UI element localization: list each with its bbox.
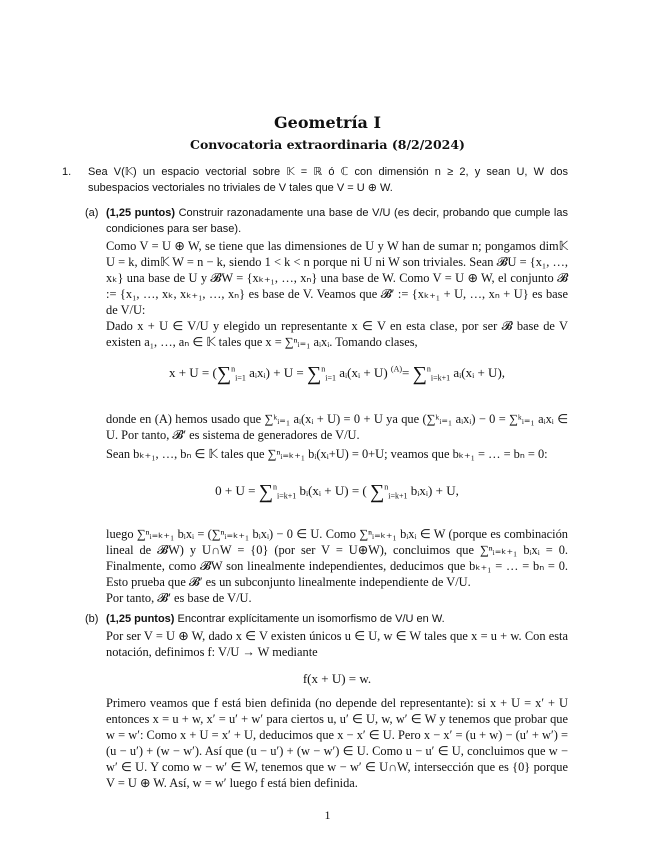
part-a-points: (1,25 puntos) — [106, 207, 175, 219]
eq1-mid2: aᵢ(xᵢ + U) — [339, 365, 388, 380]
page-number: 1 — [324, 808, 331, 822]
eq1-label: (A) — [390, 364, 403, 374]
problem-statement: Sea V(𝕂) un espacio vectorial sobre 𝕂 = ℝ ó ℂ con dimensión n ≥ 2, y sean U, W dos subespacios vectoriales no triviales de V tales que V = U ⊕ W. — [88, 166, 568, 194]
part-b-paragraph-2: Primero veamos que f está bien definida (no depende del representante): si x + U = x′ + U entonces x = u + w, x′ = u′ + w′ para ciertos u, u′ ∈ U, w, w′ ∈ W y tenemos que probar que w = w′: Como x + U = x′ + U, deducimos que x − x′ ∈ U. Pero x − x′ = (u + w) − (u′ + w′) = (u − u′) + (w − w′). Así que (u − u′) + (w − w′) ∈ U. Como u − u′ ∈ U, concluimos que w − w′ ∈ U. Y como w − w′ ∈ W, tenemos que w − w′ ∈ U∩W, intersección que es {0} porque V = U ⊕ W. Así, w = w′ luego f está bien definida. — [106, 696, 568, 790]
eq2-sum1-top: n — [272, 482, 277, 492]
part-b-heading — [106, 611, 568, 627]
eq2-rhs: bᵢxᵢ) + U, — [410, 483, 459, 498]
sum-symbol: ∑ — [370, 481, 385, 503]
sum-symbol: ∑ — [216, 363, 232, 385]
part-a-paragraph-1: Como V = U ⊕ W, se tiene que las dimensiones de U y W han de sumar n; pongamos dim𝕂 U = k, dim𝕂 W = n − k, siendo 1 < k < n porque ni U ni W son triviales. Sean 𝓑U = {x₁, …, xₖ} una base de U y 𝓑W = {xₖ₊₁, …, xₙ} una base de W. Como V = U ⊕ W, el conjunto 𝓑 := {x₁, …, xₖ, xₖ₊₁, …, xₙ} es base de V. Veamos que 𝓑′ := {xₖ₊₁ + U, …, xₙ + U} es base de V/U: — [106, 239, 568, 317]
document-subtitle: Convocatoria extraordinaria (8/2/2024) — [190, 137, 465, 152]
eq2-sum2-top: n — [384, 482, 389, 492]
eq2-sum2-bottom: i=k+1 — [388, 491, 408, 501]
eq1-rhs: aᵢ(xᵢ + U), — [453, 365, 506, 380]
problem-number: 1. — [62, 166, 72, 178]
part-a-paragraph-3: donde en (A) hemos usado que ∑ᵏᵢ₌₁ aᵢ(xᵢ + U) = 0 + U ya que (∑ᵏᵢ₌₁ aᵢxᵢ) − 0 = ∑ᵏᵢ₌₁ aᵢxᵢ ∈ U. Por tanto, 𝓑′ es sistema de generadores de V/U. — [106, 412, 568, 442]
part-a-heading — [106, 205, 568, 237]
part-b-paragraph-1: Por ser V = U ⊕ W, dado x ∈ V existen únicos u ∈ U, w ∈ W tales que x = u + w. Con esta notación, definimos f: V/U → W mediante — [106, 629, 568, 659]
equation-independence — [106, 478, 568, 501]
eq1-mid1: aᵢxᵢ) + U = — [249, 365, 304, 380]
sum-symbol: ∑ — [307, 363, 322, 385]
equation-isomorphism: f(x + U) = w. — [302, 671, 372, 686]
part-a-paragraph-2: Dado x + U ∈ V/U y elegido un representante x ∈ V en esta clase, por ser 𝓑 base de V existen a₁, …, aₙ ∈ 𝕂 tales que x = ∑ⁿᵢ₌₁ aᵢxᵢ. Tomando clases, — [106, 319, 568, 349]
eq1-sum1-bottom: i=1 — [235, 373, 246, 383]
eq1-sum3-bottom: i=k+1 — [430, 373, 451, 383]
eq1-lhs: x + U = ( — [168, 365, 217, 380]
eq2-mid: bᵢ(xᵢ + U) = ( — [299, 483, 367, 498]
part-a-paragraph-4: Sean bₖ₊₁, …, bₙ ∈ 𝕂 tales que ∑ⁿᵢ₌ₖ₊₁ bᵢ(xᵢ+U) = 0+U; veamos que bₖ₊₁ = … = bₙ = 0: — [106, 447, 548, 461]
eq1-sum1-top: n — [231, 364, 236, 374]
part-a-task: Construir razonadamente una base de V/U (es decir, probando que cumple las condiciones para ser base). — [106, 207, 568, 235]
equation-classes: x + U = (∑$^n_{i=1}$ aᵢxᵢ) + U = ∑$^n_{i=1}$ aᵢ(xᵢ + U) $^{(A)}$= ∑$^n_{i=k+1}$ aᵢ(xᵢ + U), — [168, 363, 506, 385]
part-b-points: (1,25 puntos) — [106, 613, 175, 625]
eq1-sum3-top: n — [426, 364, 431, 374]
part-a-paragraph-6: Por tanto, 𝓑′ es base de V/U. — [106, 591, 252, 605]
eq2-sum1-bottom: i=k+1 — [276, 491, 297, 501]
part-a-label: (a) — [85, 207, 99, 219]
document-title: Geometría I — [274, 113, 381, 132]
sum-symbol: ∑ — [258, 481, 273, 503]
eq1-sum2-bottom: i=1 — [325, 373, 336, 383]
eq2-lhs: 0 + U = — [215, 483, 256, 498]
eq1-sum2-top: n — [321, 364, 326, 374]
part-b-task: Encontrar explícitamente un isomorfismo de V/U en W. — [177, 613, 445, 625]
part-b-label: (b) — [85, 613, 99, 625]
sum-symbol: ∑ — [412, 363, 427, 385]
part-a-paragraph-5: luego ∑ⁿᵢ₌ₖ₊₁ bᵢxᵢ = (∑ⁿᵢ₌ₖ₊₁ bᵢxᵢ) − 0 ∈ U. Como ∑ⁿᵢ₌ₖ₊₁ bᵢxᵢ ∈ W (porque es combinación lineal de 𝓑W) y U∩W = {0} (por ser V = U⊕W), concluimos que ∑ⁿᵢ₌ₖ₊₁ bᵢxᵢ = 0. Finalmente, como 𝓑W son linealmente independientes, deducimos que bₖ₊₁ = … = bₙ = 0. Esto prueba que 𝓑′ es un subconjunto linealmente independiente de V/U. — [106, 527, 568, 589]
